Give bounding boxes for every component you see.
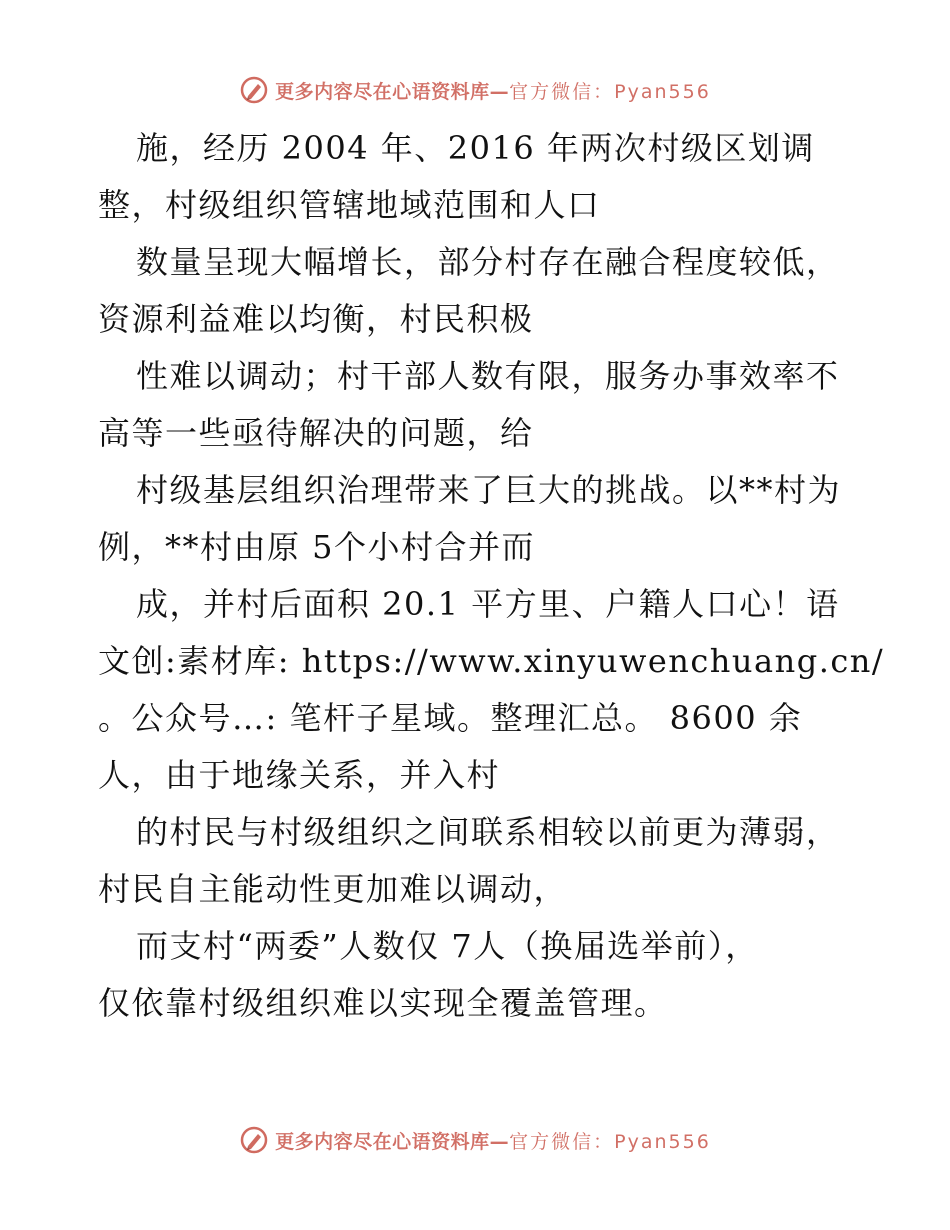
text-line: 仅依靠村级组织难以实现全覆盖管理。 — [98, 984, 668, 1022]
text-line: 数量呈现大幅增长，部分村存在融合程度较低， — [136, 243, 840, 281]
footer-banner-text — [275, 1127, 711, 1154]
footer-banner-wechat: 官方微信：Pyan556 — [509, 1130, 711, 1153]
text-line: 。公众号…: 笔杆子星域。整理汇总。 8600 余 — [98, 699, 803, 737]
text-line: 高等一些亟待解决的问题，给 — [98, 414, 534, 452]
footer-banner-label: 更多内容尽在心语资料库— — [275, 1130, 510, 1153]
text-line: 的村民与村级组织之间联系相较以前更为薄弱， — [136, 813, 840, 851]
pen-logo-icon — [239, 1125, 269, 1155]
text-line: 资源利益难以均衡，村民积极 — [98, 300, 534, 338]
header-banner-wechat: 官方微信：Pyan556 — [509, 80, 711, 103]
document-body — [98, 120, 885, 1032]
text-line: 性难以调动；村干部人数有限，服务办事效率不 — [136, 357, 840, 395]
text-line: 文创:素材库: https://www.xinyuwenchuang.cn/ — [98, 642, 885, 680]
text-line: 整，村级组织管辖地域范围和人口 — [98, 186, 601, 224]
text-line: 而支村“两委”人数仅 7人（换届选举前）， — [136, 927, 759, 965]
header-watermark-banner — [0, 70, 950, 110]
header-banner-label: 更多内容尽在心语资料库— — [275, 80, 510, 103]
text-line: 村民自主能动性更加难以调动， — [98, 870, 568, 908]
text-line: 例，**村由原 5个小村合并而 — [98, 528, 536, 566]
text-line: 施，经历 2004 年、2016 年两次村级区划调 — [136, 129, 815, 167]
text-line: 村级基层组织治理带来了巨大的挑战。以**村为 — [136, 471, 842, 509]
pen-logo-icon — [239, 75, 269, 105]
footer-watermark-banner — [0, 1120, 950, 1160]
text-line: 人，由于地缘关系，并入村 — [98, 756, 501, 794]
header-banner-text — [275, 77, 711, 104]
text-line: 成，并村后面积 20.1 平方里、户籍人口心！语 — [136, 585, 840, 623]
